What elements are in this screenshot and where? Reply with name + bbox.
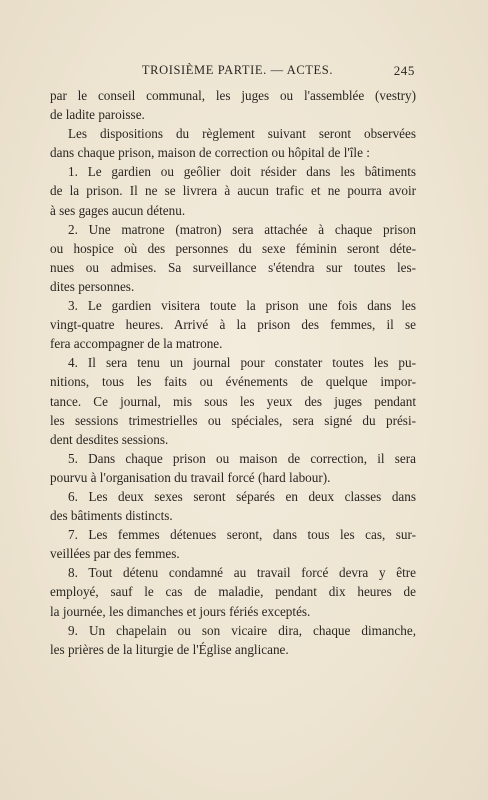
- text-line: dites personnes.: [50, 278, 135, 294]
- text-line: les sessions trimestrielles ou spéciales, sera signé du prési-: [50, 412, 416, 428]
- text-line: dans chaque prison, maison de correction ou hôpital de l'île :: [50, 145, 370, 161]
- text-line: ou hospice où des personnes du sexe féminin seront déte-: [50, 240, 416, 256]
- text-line: employé, sauf le cas de maladie, pendant dix heures de: [50, 584, 416, 600]
- text-line: à ses gages aucun détenu.: [50, 202, 186, 218]
- text-line: de la prison. Il ne se livrera à aucun trafic et ne pourra avoir: [50, 183, 416, 199]
- text-line: tance. Ce journal, mis sous les yeux des juges pendant: [50, 393, 416, 409]
- text-line: 8. Tout détenu condamné au travail forcé devra y être: [68, 565, 416, 581]
- text-line: 5. Dans chaque prison ou maison de correction, il sera: [68, 450, 416, 466]
- text-line: de ladite paroisse.: [50, 107, 145, 123]
- text-line: nitions, tous les faits ou événements de quelque impor-: [50, 374, 416, 390]
- running-header: [60, 63, 415, 81]
- text-line: 9. Un chapelain ou son vicaire dira, chaque dimanche,: [68, 622, 416, 638]
- text-line: la journée, les dimanches et jours fériés exceptés.: [50, 603, 311, 619]
- text-line: des bâtiments distincts.: [50, 508, 173, 524]
- page-number: 245: [393, 63, 415, 78]
- text-line: veillées par des femmes.: [50, 546, 180, 562]
- text-line: 3. Le gardien visitera toute la prison une fois dans les: [68, 298, 416, 314]
- text-line: vingt-quatre heures. Arrivé à la prison des femmes, il se: [50, 317, 416, 333]
- text-line: 1. Le gardien ou geôlier doit résider dans les bâtiments: [68, 164, 416, 180]
- text-line: les prières de la liturgie de l'Église anglicane.: [50, 641, 289, 657]
- text-line: 7. Les femmes détenues seront, dans tous les cas, sur-: [68, 527, 416, 543]
- text-line: par le conseil communal, les juges ou l'assemblée (vestry): [50, 88, 416, 103]
- text-line: pourvu à l'organisation du travail forcé (hard labour).: [50, 469, 331, 485]
- body-text: [50, 86, 416, 659]
- text-line: 2. Une matrone (matron) sera attachée à chaque prison: [68, 221, 416, 237]
- text-line: 6. Les deux sexes seront séparés en deux classes dans: [68, 488, 416, 504]
- text-line: Les dispositions du règlement suivant seront observées: [68, 126, 416, 142]
- text-line: dent desdites sessions.: [50, 431, 169, 447]
- text-line: nues ou admises. Sa surveillance s'étendra sur toutes les-: [50, 259, 416, 275]
- running-title: TROISIÈME PARTIE. — ACTES.: [141, 63, 334, 77]
- text-line: fera accompagner de la matrone.: [50, 336, 223, 352]
- text-line: 4. Il sera tenu un journal pour constater toutes les pu-: [68, 355, 416, 371]
